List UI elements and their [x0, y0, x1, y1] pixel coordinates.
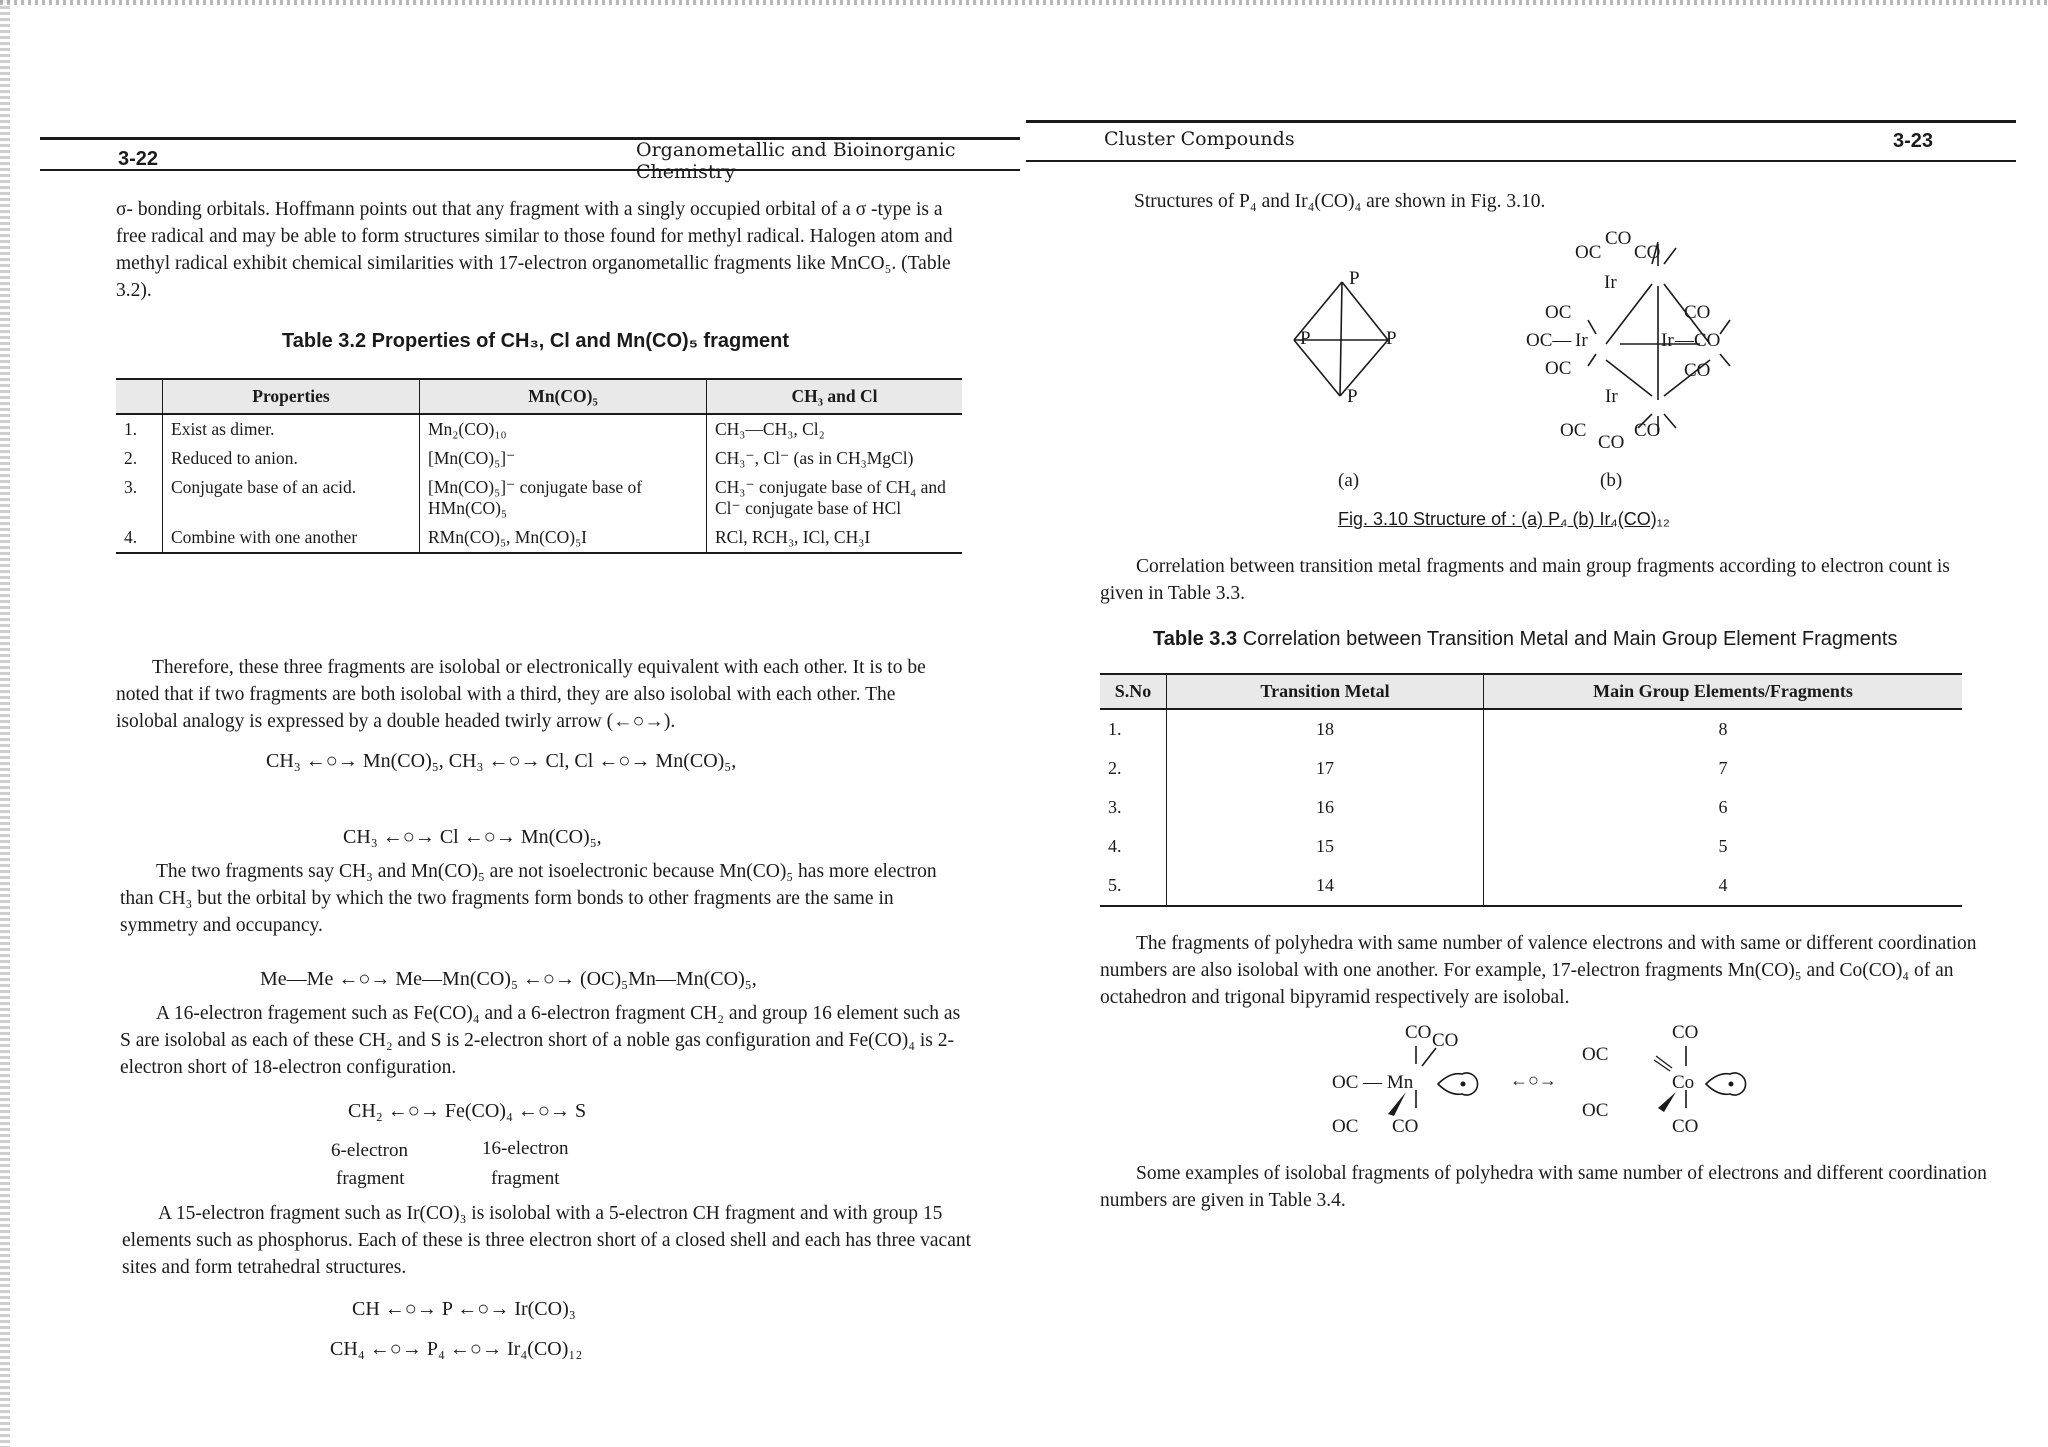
row-number: 3.: [124, 477, 138, 497]
ir4-co-right-upper: CO: [1684, 302, 1711, 323]
p4-atom-left: P: [1300, 328, 1311, 349]
row-transition-metal: 15: [1167, 827, 1484, 866]
ir4-co-top-right: CO: [1634, 242, 1661, 263]
label-fragment-1: fragment: [336, 1168, 405, 1189]
table-row: [1100, 866, 1962, 906]
row-transition-metal: 18: [1167, 709, 1484, 749]
ir4-co-right-middle: —CO: [1675, 330, 1721, 351]
two-fragments-paragraph: [120, 858, 966, 939]
header-rule-bottom: [1026, 160, 2016, 162]
row-sno: 5.: [1108, 875, 1122, 895]
mn-co-top: CO: [1405, 1022, 1432, 1043]
p4-atom-bottom: P: [1347, 386, 1358, 407]
examples-text: Some examples of isolobal fragments of polyhedra with same number of electrons and different coordination numbers are given in Table 3.4.: [1100, 1163, 1987, 1211]
examples-paragraph: [1100, 1160, 2022, 1214]
row-property: Combine with one another: [163, 523, 420, 553]
row-main-group: 5: [1484, 827, 1963, 866]
page-number: 3-23: [1893, 130, 1934, 152]
sixteen-electron-text: A 16-electron fragement such as Fe(CO)₄ and a 6-electron fragment CH₂ and group 16 element such as S are isolobal as each of these CH₂ and S is 2-electron short of a noble gas configuration and Fe(CO)₄ is 2-electron short of 18-electron configuration.: [120, 1003, 961, 1078]
correlation-paragraph: [1100, 553, 1980, 607]
row-transition-metal: 14: [1167, 866, 1484, 906]
row-number: 2.: [124, 448, 138, 468]
table-row: [116, 444, 962, 473]
row-main-group: 7: [1484, 749, 1963, 788]
isolobal-arrow: ←○→: [1510, 1070, 1557, 1090]
polyhedra-text: The fragments of polyhedra with same number of valence electrons and with same or different coordination numbers are also isolobal with one another. For example, 17-electron fragments Mn(CO)₅ and Co(CO)₄ of an octahedron and trigonal bipyramid respectively are isolobal.: [1100, 933, 1977, 1008]
table-row: [1100, 749, 1962, 788]
row-ch3-cl: CH₃⁻, Cl⁻ (as in CH₃MgCl): [707, 444, 963, 473]
row-mnco5: Mn₂(CO)₁₀: [420, 414, 707, 444]
row-main-group: 4: [1484, 866, 1963, 906]
row-transition-metal: 17: [1167, 749, 1484, 788]
running-title: Cluster Compounds: [1104, 128, 1295, 150]
row-mnco5: [Mn(CO)₅]⁻ conjugate base of HMn(CO)₅: [420, 473, 707, 523]
table-row: [116, 523, 962, 553]
ir4-atom-right: Ir: [1661, 330, 1674, 351]
row-number: 1.: [124, 419, 138, 439]
left-page: [0, 0, 1020, 1447]
table-header-row: [1100, 674, 1962, 709]
ir4-oc-left-lower: OC: [1545, 358, 1572, 379]
table-3-3-title: [1153, 628, 1897, 651]
p4-atom-right: P: [1386, 328, 1397, 349]
ir4-oc-bottom-left: OC: [1560, 420, 1587, 441]
label-6-electron: 6-electron: [331, 1140, 409, 1161]
intro-paragraph: [116, 196, 958, 304]
header-num: [116, 379, 163, 414]
equation-2: CH₃ ←○→ Cl ←○→ Mn(CO)₅,: [343, 826, 602, 848]
equation-1: CH₃ ←○→ Mn(CO)₅, CH₃ ←○→ Cl, Cl ←○→ Mn(CO)₅,: [266, 750, 737, 772]
table-row: [116, 414, 962, 444]
row-transition-metal: 16: [1167, 788, 1484, 827]
co-oc-lower-left: OC: [1582, 1100, 1609, 1121]
row-property: Exist as dimer.: [163, 414, 420, 444]
label-fragment-2: fragment: [491, 1168, 560, 1189]
p4-atom-top: P: [1349, 268, 1360, 289]
table-3-2-title: Table 3.2 Properties of CH₃, Cl and Mn(CO)₅ fragment: [282, 330, 789, 352]
label-16-electron: 16-electron: [482, 1138, 569, 1159]
ir4-oc-left-middle: OC—: [1526, 330, 1572, 351]
table-3-2: [116, 378, 962, 554]
table-row: [116, 473, 962, 523]
ir4-co-bottom: CO: [1598, 432, 1625, 453]
equation-5: CH ←○→ P ←○→ Ir(CO)₃: [352, 1298, 576, 1320]
fifteen-electron-text: A 15-electron fragment such as Ir(CO)₃ is isolobal with a 5-electron CH fragment and with group 15 elements such as phosphorus. Each of these is three electron short of a closed shell and each has three vacant sites and form tetrahedral structures.: [122, 1203, 972, 1278]
row-ch3-cl: RCl, RCH₃, ICl, CH₃I: [707, 523, 963, 553]
polyhedra-paragraph: [1100, 930, 2022, 1011]
two-fragments-text: The two fragments say CH₃ and Mn(CO)₅ are not isoelectronic because Mn(CO)₅ has more electron than CH₃ but the orbital by which the two fragments form bonds to other fragments are the same in symmetry and occupancy.: [120, 861, 937, 936]
row-main-group: 6: [1484, 788, 1963, 827]
ir4-co-top: CO: [1605, 228, 1632, 249]
ir4-atom-left: Ir: [1575, 330, 1588, 351]
table-row: [1100, 788, 1962, 827]
figure-label-b: (b): [1600, 470, 1623, 491]
co-oc-upper-left: OC: [1582, 1044, 1609, 1065]
table-row: [1100, 827, 1962, 866]
structures-intro-text: Structures of P₄ and Ir₄(CO)₄ are shown in Fig. 3.10.: [1134, 191, 1546, 212]
co-atom: Co: [1672, 1072, 1695, 1093]
ir4-atom-top: Ir: [1604, 272, 1617, 293]
isolobal-text: Therefore, these three fragments are isolobal or electronically equivalent with each other. It is to be noted that if two fragments are both isolobal with a third, they are also isolobal with each other. The isolobal analogy is expressed by a double headed twirly arrow (←○→).: [116, 657, 926, 732]
equation-4: CH₂ ←○→ Fe(CO)₄ ←○→ S: [348, 1100, 587, 1122]
mn-co-top-right: CO: [1432, 1030, 1459, 1051]
mn-oc-mn-label: OC — Mn: [1332, 1072, 1414, 1093]
row-sno: 1.: [1108, 719, 1122, 739]
co-co-top: CO: [1672, 1022, 1699, 1043]
mn-co-bottom: CO: [1392, 1116, 1419, 1137]
row-ch3-cl: CH₃⁻ conjugate base of CH₄ and Cl⁻ conjugate base of HCl: [707, 473, 963, 523]
row-sno: 2.: [1108, 758, 1122, 778]
header-rule-top: [1026, 120, 2016, 123]
row-number: 4.: [124, 527, 138, 547]
header-ch3-cl: CH₃ and Cl: [707, 379, 963, 414]
co-co-bottom: CO: [1672, 1116, 1699, 1137]
equation-3: Me—Me ←○→ Me—Mn(CO)₅ ←○→ (OC)₅Mn—Mn(CO)₅,: [260, 968, 757, 990]
figure-3-10-caption: Fig. 3.10 Structure of : (a) P₄ (b) Ir₄(CO)₁₂: [1338, 509, 1670, 529]
header-properties: Properties: [163, 379, 420, 414]
header-mnco5: Mn(CO)₅: [420, 379, 707, 414]
header-sno: S.No: [1100, 674, 1167, 709]
sixteen-electron-paragraph: [120, 1000, 966, 1081]
ir4-atom-bottom: Ir: [1605, 386, 1618, 407]
table-3-3-description: Correlation between Transition Metal and Main Group Element Fragments: [1242, 628, 1898, 650]
ir4-oc-left-upper: OC: [1545, 302, 1572, 323]
row-ch3-cl: CH₃—CH₃, Cl₂: [707, 414, 963, 444]
running-title: Organometallic and Bioinorganic Chemistry: [636, 139, 956, 183]
table-3-3: [1100, 673, 1962, 907]
fifteen-electron-paragraph: [122, 1200, 972, 1281]
header-main-group: Main Group Elements/Fragments: [1484, 674, 1963, 709]
row-mnco5: [Mn(CO)₅]⁻: [420, 444, 707, 473]
correlation-text: Correlation between transition metal fragments and main group fragments according to electron count is given in Table 3.3.: [1100, 556, 1950, 604]
mn-oc-bottom-left: OC: [1332, 1116, 1359, 1137]
table-row: [1100, 709, 1962, 749]
row-sno: 3.: [1108, 797, 1122, 817]
row-property: Conjugate base of an acid.: [163, 473, 420, 523]
row-mnco5: RMn(CO)₅, Mn(CO)₅I: [420, 523, 707, 553]
ir4-co-bottom-right: CO: [1634, 420, 1661, 441]
table-header-row: [116, 379, 962, 414]
header-transition-metal: Transition Metal: [1167, 674, 1484, 709]
figure-label-a: (a): [1338, 470, 1360, 491]
row-sno: 4.: [1108, 836, 1122, 856]
structures-intro: [1134, 188, 1994, 215]
row-property: Reduced to anion.: [163, 444, 420, 473]
equation-6: CH₄ ←○→ P₄ ←○→ Ir₄(CO)₁₂: [330, 1338, 583, 1360]
intro-text: σ- bonding orbitals. Hoffmann points out that any fragment with a singly occupied orbital of a σ -type is a free radical and may be able to form structures similar to those found for methyl radical. Halogen atom and methyl radical exhibit chemical similarities with 17-electron organometallic fragments like MnCO₅. (Table 3.2).: [116, 199, 953, 301]
ir4-oc-top-left: OC: [1575, 242, 1602, 263]
table-3-3-number: Table 3.3: [1153, 628, 1238, 650]
ir4-co-right-lower: CO: [1684, 360, 1711, 381]
right-page: [1020, 0, 2048, 1447]
page-number: 3-22: [118, 148, 159, 170]
row-main-group: 8: [1484, 709, 1963, 749]
isolobal-paragraph: [116, 654, 962, 735]
